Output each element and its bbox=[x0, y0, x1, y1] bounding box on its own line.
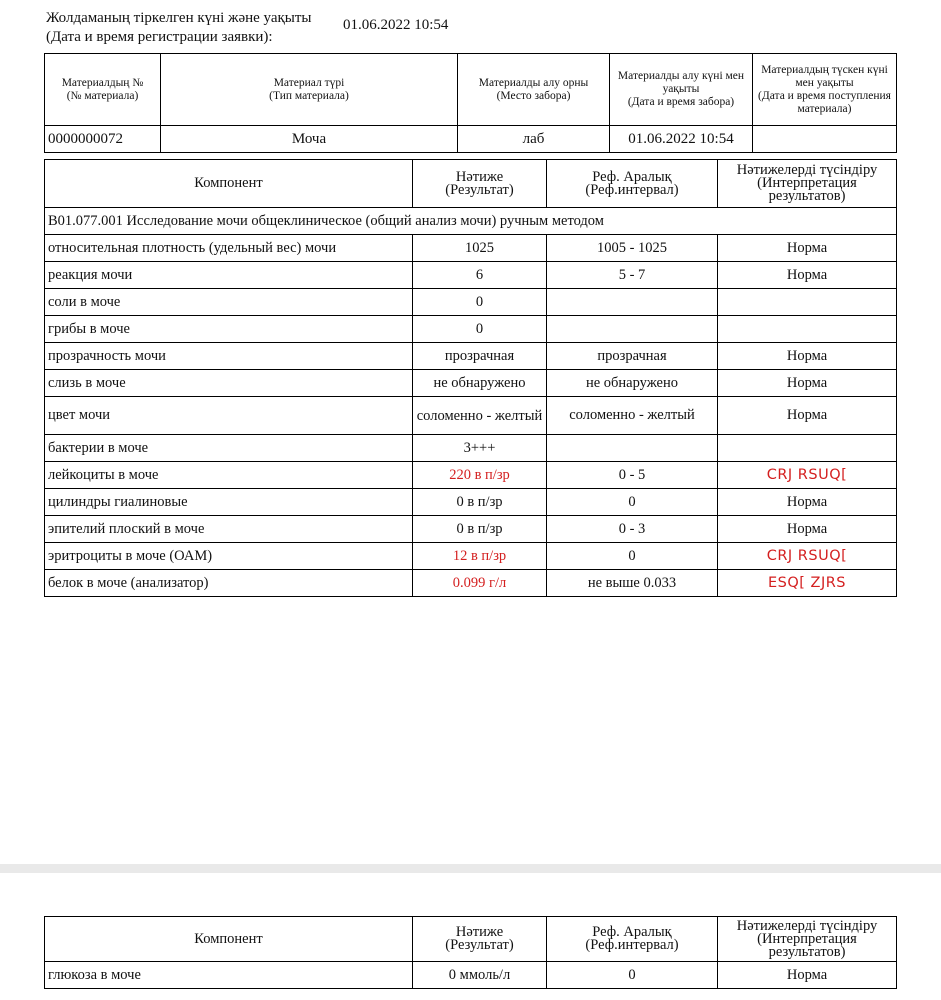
component-cell: соли в моче bbox=[45, 289, 413, 316]
reference-cell bbox=[547, 289, 718, 316]
interpretation-cell bbox=[718, 316, 897, 343]
table-row bbox=[45, 316, 897, 343]
registration-datetime: 01.06.2022 10:54 bbox=[343, 17, 449, 33]
interpretation-cell bbox=[718, 289, 897, 316]
interpretation-cell: Норма bbox=[718, 962, 897, 989]
result-cell: 0.099 г/л bbox=[413, 570, 547, 597]
reference-cell bbox=[547, 316, 718, 343]
reference-cell bbox=[547, 435, 718, 462]
component-cell: лейкоциты в моче bbox=[45, 462, 413, 489]
table-row bbox=[45, 962, 897, 989]
result-cell: не обнаружено bbox=[413, 370, 547, 397]
table-row bbox=[45, 289, 897, 316]
interpretation-cell: Норма bbox=[718, 262, 897, 289]
interpretation-cell: Норма bbox=[718, 516, 897, 543]
table-row bbox=[45, 262, 897, 289]
interpretation-cell: ESQ[ ZJRS bbox=[718, 570, 897, 597]
interpretation-cell: CRJ RSUQ[ bbox=[718, 462, 897, 489]
reference-cell: 0 bbox=[547, 543, 718, 570]
result-cell: 1025 bbox=[413, 235, 547, 262]
header-collection-place: Материалды алу орны (Место забора) bbox=[458, 54, 610, 126]
result-cell: 0 в п/зр bbox=[413, 516, 547, 543]
header-result-2: Нәтиже (Результат) bbox=[413, 917, 547, 962]
table-row bbox=[45, 343, 897, 370]
results-header-row-2 bbox=[45, 917, 897, 962]
header-reference-2: Реф. Аралық (Реф.интервал) bbox=[547, 917, 718, 962]
results-table bbox=[44, 159, 897, 597]
reference-cell: соломенно - желтый bbox=[547, 397, 718, 435]
header-material-type: Материал түрі (Тип материала) bbox=[161, 54, 458, 126]
registration-label-ru: (Дата и время регистрации заявки): bbox=[46, 29, 273, 45]
reference-cell: не обнаружено bbox=[547, 370, 718, 397]
header-component: Компонент bbox=[45, 160, 413, 208]
reference-cell: 0 - 3 bbox=[547, 516, 718, 543]
reference-cell: 0 - 5 bbox=[547, 462, 718, 489]
header-interpretation: Нәтижелерді түсіндіру (Интерпретация результатов) bbox=[718, 160, 897, 208]
material-row bbox=[45, 126, 897, 153]
material-header-row bbox=[45, 54, 897, 126]
interpretation-cell: Норма bbox=[718, 235, 897, 262]
table-row bbox=[45, 235, 897, 262]
registration-label-kz: Жолдаманың тіркелген күні және уақыты bbox=[46, 10, 312, 26]
result-cell: 220 в п/зр bbox=[413, 462, 547, 489]
table-row bbox=[45, 570, 897, 597]
table-row bbox=[45, 370, 897, 397]
result-cell: соломенно - желтый bbox=[413, 397, 547, 435]
component-cell: глюкоза в моче bbox=[45, 962, 413, 989]
header-component-2: Компонент bbox=[45, 917, 413, 962]
result-cell: 12 в п/зр bbox=[413, 543, 547, 570]
component-cell: цвет мочи bbox=[45, 397, 413, 435]
header-received-datetime: Материалдың түскен күні мен уақыты (Дата и время поступления материала) bbox=[753, 54, 897, 126]
table-row bbox=[45, 543, 897, 570]
component-cell: относительная плотность (удельный вес) мочи bbox=[45, 235, 413, 262]
result-cell: 0 bbox=[413, 289, 547, 316]
table-row bbox=[45, 489, 897, 516]
component-cell: слизь в моче bbox=[45, 370, 413, 397]
header-result: Нәтиже (Результат) bbox=[413, 160, 547, 208]
collection-datetime: 01.06.2022 10:54 bbox=[610, 126, 753, 153]
result-cell: 0 ммоль/л bbox=[413, 962, 547, 989]
result-cell: 0 в п/зр bbox=[413, 489, 547, 516]
collection-place: лаб bbox=[458, 126, 610, 153]
table-row bbox=[45, 397, 897, 435]
interpretation-cell bbox=[718, 435, 897, 462]
component-cell: реакция мочи bbox=[45, 262, 413, 289]
reference-cell: 1005 - 1025 bbox=[547, 235, 718, 262]
results-header-row bbox=[45, 160, 897, 208]
component-cell: грибы в моче bbox=[45, 316, 413, 343]
reference-cell: прозрачная bbox=[547, 343, 718, 370]
header-material-number: Материалдың № (№ материала) bbox=[45, 54, 161, 126]
table-row bbox=[45, 462, 897, 489]
result-cell: 0 bbox=[413, 316, 547, 343]
component-cell: бактерии в моче bbox=[45, 435, 413, 462]
result-cell: 6 bbox=[413, 262, 547, 289]
material-type: Моча bbox=[161, 126, 458, 153]
table-row bbox=[45, 435, 897, 462]
reference-cell: 5 - 7 bbox=[547, 262, 718, 289]
component-cell: прозрачность мочи bbox=[45, 343, 413, 370]
results-table-page-2 bbox=[44, 916, 897, 989]
interpretation-cell: CRJ RSUQ[ bbox=[718, 543, 897, 570]
section-row bbox=[45, 208, 897, 235]
material-number: 0000000072 bbox=[45, 126, 161, 153]
component-cell: белок в моче (анализатор) bbox=[45, 570, 413, 597]
interpretation-cell: Норма bbox=[718, 489, 897, 516]
component-cell: эритроциты в моче (ОАМ) bbox=[45, 543, 413, 570]
registration-label bbox=[46, 9, 312, 47]
page-separator bbox=[0, 864, 941, 873]
reference-cell: не выше 0.033 bbox=[547, 570, 718, 597]
header-collection-datetime: Материалды алу күні мен уақыты (Дата и время забора) bbox=[610, 54, 753, 126]
reference-cell: 0 bbox=[547, 962, 718, 989]
component-cell: эпителий плоский в моче bbox=[45, 516, 413, 543]
result-cell: прозрачная bbox=[413, 343, 547, 370]
interpretation-cell: Норма bbox=[718, 397, 897, 435]
result-cell: 3+++ bbox=[413, 435, 547, 462]
material-table bbox=[44, 53, 897, 153]
header-interpretation-2: Нәтижелерді түсіндіру (Интерпретация результатов) bbox=[718, 917, 897, 962]
reference-cell: 0 bbox=[547, 489, 718, 516]
interpretation-cell: Норма bbox=[718, 343, 897, 370]
interpretation-cell: Норма bbox=[718, 370, 897, 397]
table-row bbox=[45, 516, 897, 543]
component-cell: цилиндры гиалиновые bbox=[45, 489, 413, 516]
received-datetime bbox=[753, 126, 897, 153]
section-title: B01.077.001 Исследование мочи общеклиническое (общий анализ мочи) ручным методом bbox=[45, 208, 897, 235]
header-reference: Реф. Аралық (Реф.интервал) bbox=[547, 160, 718, 208]
